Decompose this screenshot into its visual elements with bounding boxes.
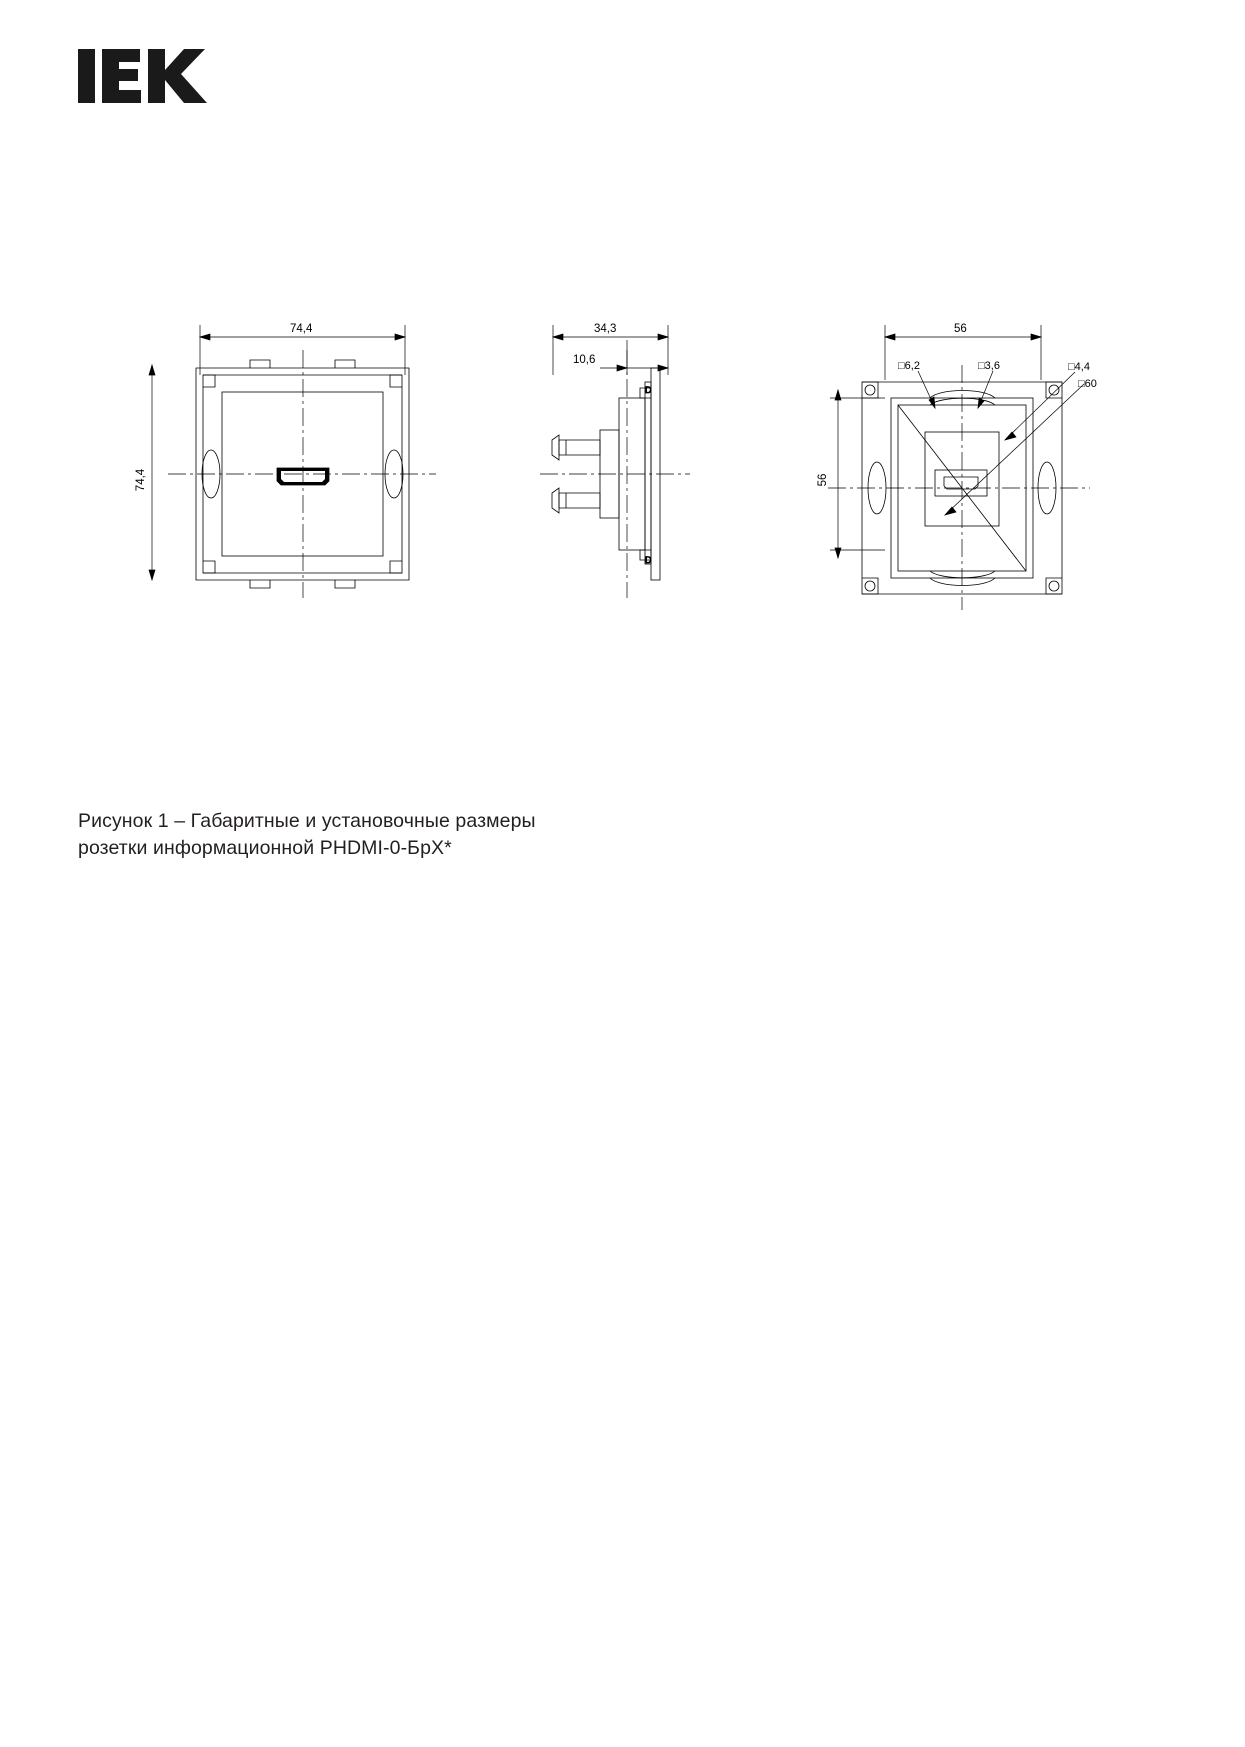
dim-label-square-4-4: □4,4 bbox=[1068, 361, 1090, 373]
technical-drawing bbox=[0, 280, 1245, 620]
figure-caption bbox=[78, 808, 778, 862]
dim-label-mount-width: 56 bbox=[954, 323, 967, 335]
dim-label-side-depth: 34,3 bbox=[594, 323, 617, 335]
marker-d-bottom: D bbox=[645, 555, 652, 565]
dim-label-square-60: □60 bbox=[1078, 378, 1097, 390]
dim-label-front-height: 74,4 bbox=[135, 468, 147, 492]
dim-label-square-3-6: □3,6 bbox=[978, 360, 1000, 372]
mounting-view bbox=[828, 325, 1090, 610]
dim-height-front bbox=[149, 365, 155, 580]
figure-caption-line-2: розетки информационной PHDMI-0-БрX* bbox=[78, 837, 452, 859]
dim-label-square-6-2: □6,2 bbox=[898, 360, 920, 372]
dim-label-front-width: 74,4 bbox=[290, 323, 313, 335]
figure-caption-line-1: Рисунок 1 – Габаритные и установочные размеры bbox=[78, 810, 536, 832]
dim-label-side-flange: 10,6 bbox=[573, 354, 596, 366]
dim-flange-side bbox=[600, 340, 668, 375]
dim-label-mount-height: 56 bbox=[817, 473, 829, 487]
dim-height-mount bbox=[830, 390, 885, 558]
iek-logo bbox=[78, 45, 208, 107]
front-view bbox=[149, 325, 436, 598]
marker-d-top: D bbox=[645, 385, 652, 395]
side-view bbox=[540, 325, 690, 598]
